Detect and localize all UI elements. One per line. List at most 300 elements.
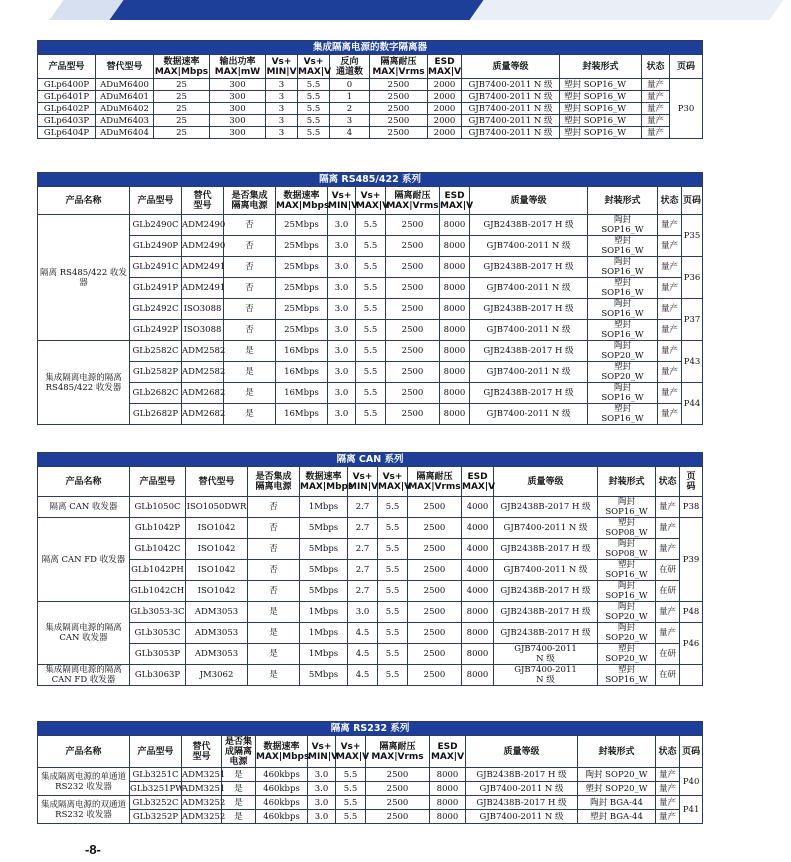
table-cell: GLb1050C: [130, 497, 186, 518]
table-cell: 是: [248, 602, 300, 623]
table-cell: GJB7400-2011 N 级: [470, 236, 588, 257]
product-name: 集成隔离电源的隔离 CAN FD 收发器: [38, 665, 130, 686]
table-cell: GJB7400-2011 N 级: [470, 404, 588, 425]
table-cell: 2500: [408, 518, 462, 539]
page-ref: [680, 665, 703, 686]
product-name: 集成隔离电源的隔离 RS485/422 收发器: [38, 341, 130, 425]
table-cell: 量产: [656, 518, 680, 539]
table-cell: GJB7400-2011 N 级: [462, 127, 560, 139]
table-cell: 2500: [408, 665, 462, 686]
product-name: 集成隔离电源的隔离 CAN 收发器: [38, 602, 130, 665]
table-cell: 2500: [386, 278, 440, 299]
table-cell: GLb3063P: [130, 665, 186, 686]
table-cell: GJB2438B-2017 H 级: [466, 768, 578, 782]
table-cell: 2500: [408, 581, 462, 602]
table-cell: 陶封 SOP16_W: [588, 383, 658, 404]
table-row: [38, 602, 703, 623]
table-cell: GLp6400P: [38, 79, 96, 91]
table-cell: 塑封 SOP16_W: [588, 404, 658, 425]
table-cell: 25Mbps: [276, 257, 328, 278]
table-row: [38, 581, 703, 602]
table-cell: 5.5: [378, 539, 408, 560]
table-cell: ADuM6401: [96, 91, 154, 103]
table-cell: 量产: [656, 602, 680, 623]
product-name: 集成隔离电源的单通道 RS232 收发器: [38, 768, 130, 796]
table-cell: 16Mbps: [276, 383, 328, 404]
table-cell: 陶封 SOP16_W: [598, 581, 656, 602]
table-row: [38, 127, 703, 139]
table-cell: ADM2491: [182, 257, 224, 278]
table-cell: 25: [154, 103, 210, 115]
table-cell: 300: [210, 127, 266, 139]
table-cell: 量产: [658, 320, 682, 341]
table-cell: 塑封 SOP16_W: [588, 278, 658, 299]
table-cell: GLb2682C: [130, 383, 182, 404]
table-cell: 塑封 SOP16_W: [588, 320, 658, 341]
table-cell: 3.0: [308, 768, 336, 782]
table-row: [38, 91, 703, 103]
table-cell: 16Mbps: [276, 341, 328, 362]
page-ref: P38: [680, 497, 703, 518]
table-cell: 陶封 SOP20_W: [598, 623, 656, 644]
table-cell: GLp6403P: [38, 115, 96, 127]
table-cell: 否: [248, 539, 300, 560]
page-ref: P40: [680, 768, 703, 796]
column-header: 数据速率 MAX|Mbps: [276, 187, 328, 215]
table-cell: 5.5: [356, 236, 386, 257]
table-cell: 否: [224, 278, 276, 299]
table-cell: 25Mbps: [276, 215, 328, 236]
table-cell: 8000: [440, 257, 470, 278]
table-cell: 量产: [656, 768, 680, 782]
column-header: 产品名称: [38, 187, 130, 215]
table-cell: 8000: [440, 404, 470, 425]
table-title: 隔离 RS232 系列: [38, 722, 703, 736]
table-cell: GLb3053-3C: [130, 602, 186, 623]
table-cell: 3.0: [328, 341, 356, 362]
table-cell: GLb2492C: [130, 299, 182, 320]
table-cell: 5Mbps: [300, 560, 348, 581]
column-header: ESD MAX|V: [440, 187, 470, 215]
table-row: [38, 796, 703, 810]
table-cell: 8000: [440, 236, 470, 257]
table-cell: GLb2682P: [130, 404, 182, 425]
column-header: 隔离耐压 MAX|Vrms: [370, 55, 428, 79]
table-cell: 塑封 SOP16_W: [560, 79, 642, 91]
table-cell: 陶封 SOP16_W: [598, 497, 656, 518]
table-cell: 2500: [366, 768, 430, 782]
table-cell: 1Mbps: [300, 644, 348, 665]
table-row: [38, 665, 703, 686]
table-cell: 是: [224, 362, 276, 383]
table-cell: GJB2438B-2017 H 级: [470, 341, 588, 362]
table-cell: 是: [222, 782, 256, 796]
column-header: Vs+ MAX|V: [378, 467, 408, 497]
table-cell: GLb1042PH: [130, 560, 186, 581]
table-cell: GJB7400-2011 N 级: [494, 644, 598, 665]
table-cell: 5.5: [378, 665, 408, 686]
table-cell: 在研: [656, 581, 680, 602]
table-cell: ISO1042: [186, 539, 248, 560]
table-row: [38, 497, 703, 518]
table-cell: GLb3252C: [130, 796, 182, 810]
table-cell: GJB7400-2011 N 级: [462, 115, 560, 127]
table-cell: 3.0: [348, 602, 378, 623]
table-cell: 8000: [440, 278, 470, 299]
column-header: 封装形式: [588, 187, 658, 215]
table-row: [38, 518, 703, 539]
table-cell: 陶封 SOP16_W: [588, 215, 658, 236]
page-ref: P30: [670, 79, 703, 139]
table-cell: 1Mbps: [300, 602, 348, 623]
table-cell: 4000: [462, 581, 494, 602]
table-cell: 3.0: [328, 236, 356, 257]
table-cell: 300: [210, 79, 266, 91]
column-header: 是否集成 隔离电源: [248, 467, 300, 497]
page-ref: P37: [682, 299, 703, 341]
table-cell: ISO1050DWR: [186, 497, 248, 518]
table-row: [38, 768, 703, 782]
table-cell: 2500: [386, 236, 440, 257]
table-cell: GLb3252P: [130, 810, 182, 824]
table-row: [38, 215, 703, 236]
column-header: 页码: [670, 55, 703, 79]
table-cell: 2500: [370, 103, 428, 115]
table-cell: ADuM6404: [96, 127, 154, 139]
table-cell: 在研: [656, 644, 680, 665]
table-cell: 25: [154, 127, 210, 139]
table-cell: 4: [330, 127, 370, 139]
table-cell: 1Mbps: [300, 623, 348, 644]
table-cell: 量产: [658, 341, 682, 362]
table-title: 隔离 CAN 系列: [38, 453, 703, 467]
table-row: [38, 341, 703, 362]
table-cell: 5.5: [356, 383, 386, 404]
table-cell: 量产: [658, 383, 682, 404]
table-cell: GJB7400-2011 N 级: [470, 278, 588, 299]
table-cell: 塑封 SOP16_W: [598, 560, 656, 581]
table-cell: 300: [210, 103, 266, 115]
column-header: Vs+ MAX|V: [298, 56, 332, 77]
table-cell: 2500: [386, 362, 440, 383]
table-cell: 8000: [440, 341, 470, 362]
digital-isolator-table: [37, 40, 702, 139]
column-header: ESD MAX|V: [430, 736, 466, 768]
table-cell: 塑封 SOP16_W: [560, 127, 642, 139]
table-cell: 2000: [428, 115, 462, 127]
table-cell: 塑封 SOP20_W: [588, 362, 658, 383]
table-cell: GJB7400-2011 N 级: [494, 560, 598, 581]
table-cell: GJB7400-2011 N 级: [462, 91, 560, 103]
table-cell: 塑封 BGA-44: [578, 810, 656, 824]
product-name: 隔离 RS485/422 收发器: [38, 215, 130, 341]
table-cell: 陶封 SOP08_W: [598, 539, 656, 560]
table-cell: 5.5: [356, 404, 386, 425]
page-ref: P39: [680, 518, 703, 602]
table-cell: 25Mbps: [276, 299, 328, 320]
column-header: 隔离耐压 MAX|Vrms: [366, 736, 430, 768]
can-table: [37, 452, 702, 686]
column-header: 页 码: [680, 467, 703, 497]
table-cell: 2.7: [348, 560, 378, 581]
table-cell: ADM2682: [182, 383, 224, 404]
table-cell: 塑封 SOP16_W: [560, 91, 642, 103]
table-cell: 5.5: [336, 782, 366, 796]
table-cell: GLb2582C: [130, 341, 182, 362]
page-ref: P35: [682, 215, 703, 257]
table-cell: 16Mbps: [276, 362, 328, 383]
table-cell: GJB2438B-2017 H 级: [494, 623, 598, 644]
table-cell: GLb2490P: [130, 236, 182, 257]
table-row: [38, 299, 703, 320]
table-cell: 2.7: [348, 539, 378, 560]
table-cell: 5.5: [378, 560, 408, 581]
table-cell: 否: [248, 518, 300, 539]
table-cell: 3.0: [328, 362, 356, 383]
table-cell: GJB2438B-2017 H 级: [494, 602, 598, 623]
column-header: 替代 型号: [182, 736, 222, 768]
table-cell: 3.0: [328, 404, 356, 425]
table-cell: GLb1042C: [130, 539, 186, 560]
column-header: 状态: [642, 55, 670, 79]
table-cell: 8000: [440, 320, 470, 341]
table-cell: ADM3053: [186, 644, 248, 665]
table-cell: GLb3251PW: [130, 783, 184, 794]
table-cell: 否: [224, 257, 276, 278]
table-cell: GLb3053P: [130, 644, 186, 665]
table-title: 隔离 RS485/422 系列: [38, 173, 703, 187]
table-cell: 300: [210, 115, 266, 127]
table-cell: 否: [224, 236, 276, 257]
table-cell: 塑封 SOP20_W: [598, 644, 656, 665]
column-header: Vs+ MIN|V: [328, 187, 356, 215]
table-cell: 2.7: [348, 581, 378, 602]
table-cell: 5.5: [356, 278, 386, 299]
table-cell: 陶封 SOP16_W: [588, 299, 658, 320]
table-cell: 8000: [462, 644, 494, 665]
page-ref: P36: [682, 257, 703, 299]
table-cell: 2500: [386, 383, 440, 404]
page-ref: P43: [682, 341, 703, 383]
table-cell: 5.5: [298, 103, 330, 115]
table-cell: 3.0: [308, 782, 336, 796]
table-cell: 5.5: [378, 497, 408, 518]
table-cell: 8000: [440, 362, 470, 383]
table-cell: ISO3088: [182, 299, 224, 320]
table-cell: 是: [222, 810, 256, 824]
table-cell: 1: [330, 91, 370, 103]
table-row: [38, 278, 703, 299]
table-cell: 2500: [386, 320, 440, 341]
table-cell: 25: [154, 115, 210, 127]
table-cell: GJB7400-2011 N 级: [466, 810, 578, 824]
column-header: 封装形式: [560, 55, 642, 79]
table-cell: 4000: [462, 539, 494, 560]
table-cell: 量产: [658, 278, 682, 299]
table-cell: ADM2490: [182, 215, 224, 236]
table-cell: GLp6404P: [38, 127, 96, 139]
column-header: 数据速率 MAX|Mbps: [154, 56, 209, 77]
table-row: [38, 644, 703, 665]
table-cell: GJB7400-2011 N 级: [462, 79, 560, 91]
table-cell: ADM3251: [182, 783, 226, 794]
table-cell: 是: [224, 383, 276, 404]
column-header: 隔离耐压 MAX|Vrms: [408, 467, 462, 497]
table-cell: ADM2582: [182, 362, 224, 383]
page-ref: P46: [680, 623, 703, 665]
table-cell: 3: [266, 115, 298, 127]
table-cell: ADuM6402: [96, 103, 154, 115]
table-row: [38, 362, 703, 383]
table-cell: 量产: [642, 127, 670, 139]
table-cell: GJB2438B-2017 H 级: [494, 497, 598, 518]
table-cell: 2.7: [348, 518, 378, 539]
table-cell: 3.0: [328, 215, 356, 236]
table-cell: ADM3053: [186, 623, 248, 644]
table-cell: ISO1042: [186, 560, 248, 581]
table-cell: 3.0: [328, 320, 356, 341]
table-cell: 3.0: [328, 278, 356, 299]
rs485-table: [37, 172, 702, 425]
table-cell: ADM3251: [182, 769, 226, 780]
table-row: [38, 103, 703, 115]
table-cell: 2500: [408, 623, 462, 644]
table-cell: 2500: [408, 644, 462, 665]
table-cell: 是: [248, 665, 300, 686]
table-cell: 2500: [366, 810, 430, 824]
table-cell: 5.5: [336, 796, 366, 810]
rs232-table: [37, 721, 702, 824]
table-cell: ADM2490: [182, 236, 224, 257]
table-cell: 16Mbps: [276, 404, 328, 425]
column-header: ESD MAX|V: [462, 467, 494, 497]
table-cell: 3.0: [308, 796, 336, 810]
table-cell: 2500: [370, 127, 428, 139]
table-cell: 2500: [408, 497, 462, 518]
table-cell: 量产: [656, 497, 680, 518]
table-cell: GJB2438B-2017 H 级: [466, 796, 578, 810]
table-cell: 5.5: [378, 644, 408, 665]
column-header: 状态: [656, 467, 680, 497]
table-cell: 5.5: [356, 320, 386, 341]
table-row: [38, 115, 703, 127]
table-cell: 5.5: [378, 518, 408, 539]
column-header: 数据速率 MAX|Mbps: [300, 467, 348, 497]
column-header: 产品名称: [38, 736, 130, 768]
table-cell: 2500: [408, 560, 462, 581]
column-header: 产品型号: [130, 736, 182, 768]
table-cell: 1Mbps: [300, 497, 348, 518]
table-cell: ADM3053: [186, 602, 248, 623]
table-cell: 2500: [408, 539, 462, 560]
table-title: 集成隔离电源的数字隔离器: [38, 41, 703, 55]
table-cell: 25Mbps: [276, 320, 328, 341]
column-header: 产品型号: [130, 467, 186, 497]
table-cell: GJB7400-2011 N 级: [466, 782, 578, 796]
table-cell: 否: [224, 320, 276, 341]
table-cell: GLp6402P: [38, 103, 96, 115]
column-header: 替代型号: [186, 467, 248, 497]
column-header: 状态: [658, 187, 682, 215]
column-header: 是否集 成隔离 电源: [222, 736, 256, 768]
table-cell: 量产: [656, 796, 680, 810]
table-cell: 塑封 SOP16_W: [560, 103, 642, 115]
table-cell: 4000: [462, 560, 494, 581]
table-cell: 量产: [642, 91, 670, 103]
table-cell: 否: [248, 497, 300, 518]
table-cell: 8000: [462, 665, 494, 686]
table-cell: 量产: [656, 782, 680, 796]
column-header: ESD MAX|V: [428, 56, 462, 77]
table-cell: ISO3088: [182, 320, 224, 341]
table-cell: 5.5: [356, 341, 386, 362]
table-cell: GJB7400-2011 N 级: [470, 320, 588, 341]
product-name: 隔离 CAN FD 收发器: [38, 518, 130, 602]
table-cell: 量产: [656, 810, 680, 824]
table-cell: GJB2438B-2017 H 级: [470, 299, 588, 320]
column-header: 质量等级: [470, 187, 588, 215]
table-cell: 2.7: [348, 497, 378, 518]
column-header: 替代 型号: [182, 187, 224, 215]
table-cell: GJB2438B-2017 H 级: [470, 257, 588, 278]
column-header: 数据速率 MAX|Mbps: [256, 736, 308, 768]
column-header: 封装形式: [578, 736, 656, 768]
table-cell: 3: [266, 103, 298, 115]
table-cell: ADM2682: [182, 404, 224, 425]
table-cell: GLp6401P: [38, 91, 96, 103]
table-row: [38, 257, 703, 278]
table-cell: ADuM6400: [96, 79, 154, 91]
table-cell: 5.5: [356, 257, 386, 278]
table-cell: 2500: [366, 782, 430, 796]
column-header: Vs+ MAX|V: [356, 187, 386, 215]
table-cell: 4.5: [348, 623, 378, 644]
table-cell: 2000: [428, 79, 462, 91]
table-cell: GJB2438B-2017 H 级: [494, 539, 598, 560]
table-cell: 是: [224, 404, 276, 425]
page-number: -8-: [85, 842, 101, 857]
table-cell: 3.0: [328, 257, 356, 278]
table-cell: 2000: [428, 91, 462, 103]
table-cell: GLb1042P: [130, 518, 186, 539]
column-header: Vs+ MIN|V: [308, 736, 336, 768]
table-cell: 量产: [658, 404, 682, 425]
table-cell: GLb1042CH: [130, 581, 186, 602]
table-cell: 5Mbps: [300, 581, 348, 602]
table-cell: 3: [266, 127, 298, 139]
table-cell: 5.5: [298, 127, 330, 139]
table-cell: 2500: [386, 299, 440, 320]
table-row: [38, 539, 703, 560]
column-header: Vs+ MIN|V: [348, 467, 378, 497]
table-cell: 2000: [428, 103, 462, 115]
column-header: 封装形式: [598, 467, 656, 497]
table-cell: 在研: [656, 560, 680, 581]
table-row: [38, 810, 703, 824]
table-cell: 8000: [430, 782, 466, 796]
table-cell: GJB2438B-2017 H 级: [470, 383, 588, 404]
table-cell: 8000: [440, 383, 470, 404]
table-row: [38, 782, 703, 796]
table-cell: 是: [248, 644, 300, 665]
table-cell: 8000: [462, 602, 494, 623]
product-name: 隔离 CAN 收发器: [38, 497, 130, 518]
column-header: 隔离耐压 MAX|Vrms: [386, 187, 440, 215]
table-cell: 5.5: [356, 299, 386, 320]
table-cell: 塑封 SOP16_W: [598, 665, 656, 686]
table-cell: 460kbps: [256, 768, 308, 782]
table-cell: 25: [154, 79, 210, 91]
